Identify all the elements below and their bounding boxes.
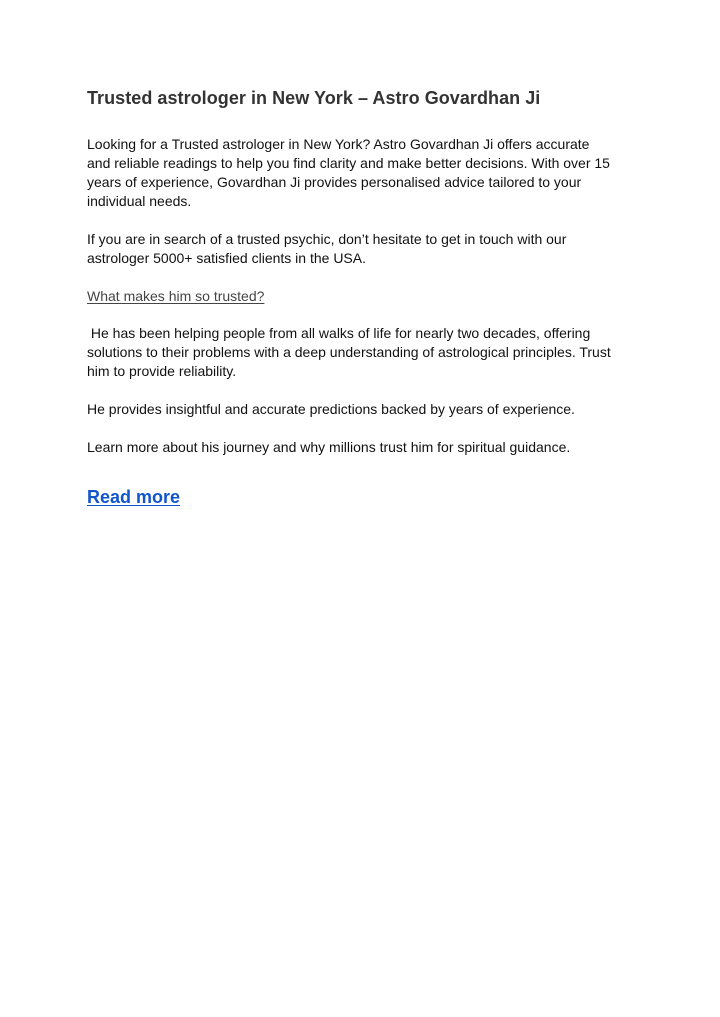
intro-line-3: years of experience, Govardhan Ji provides personalised advice tailored to your [87,174,582,190]
experience-line-1: He has been helping people from all walks of life for nearly two decades, offering [87,325,591,341]
document-body [87,86,642,509]
experience-line-3: him to provide reliability. [87,363,237,379]
contact-line-1: If you are in search of a trusted psychic, don’t hesitate to get in touch with our [87,231,567,247]
experience-paragraph [87,324,642,381]
intro-line-2: and reliable readings to help you find clarity and make better decisions. With over 15 [87,155,610,171]
predictions-paragraph: He provides insightful and accurate predictions backed by years of experience. [87,401,575,417]
experience-line-2: solutions to their problems with a deep understanding of astrological principles. Trust [87,344,611,360]
intro-line-4: individual needs. [87,193,192,209]
read-more-link[interactable]: Read more [87,487,181,507]
contact-line-2: astrologer 5000+ satisfied clients in the USA. [87,250,366,266]
page-title: Trusted astrologer in New York – Astro Govardhan Ji [87,88,541,108]
intro-line-1: Looking for a Trusted astrologer in New York? Astro Govardhan Ji offers accurate [87,136,590,152]
intro-paragraph [87,135,642,211]
contact-paragraph [87,230,642,268]
journey-paragraph: Learn more about his journey and why millions trust him for spiritual guidance. [87,439,571,455]
what-makes-him-trusted-link[interactable]: What makes him so trusted? [87,288,265,304]
